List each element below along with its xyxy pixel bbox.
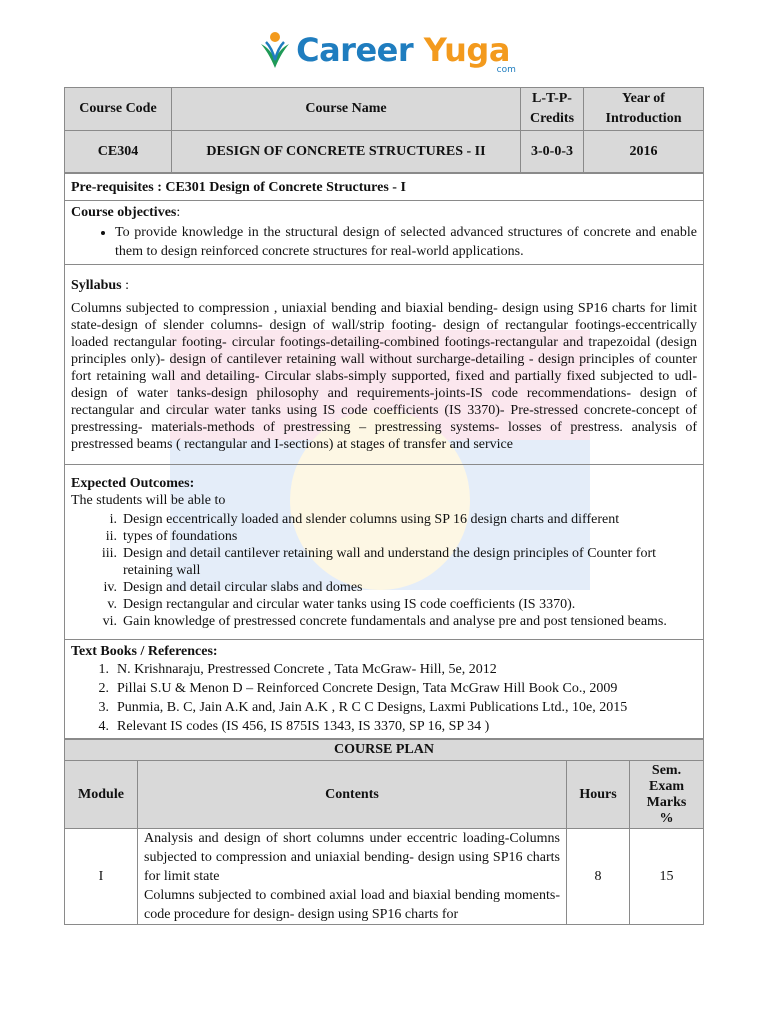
hours-cell: 8 bbox=[567, 829, 630, 925]
course-code: CE304 bbox=[65, 131, 172, 173]
course-plan-table bbox=[64, 739, 704, 925]
course-header-table bbox=[64, 87, 704, 173]
books-section bbox=[65, 640, 704, 739]
career-yuga-logo-icon bbox=[258, 30, 292, 70]
books-title: Text Books / References: bbox=[71, 643, 218, 659]
logo-suffix: com bbox=[496, 65, 516, 75]
objectives-title: Course objectives bbox=[71, 205, 177, 220]
module-cell: I bbox=[65, 829, 138, 925]
list-item: ii. types of foundations bbox=[105, 528, 238, 544]
list-item: v. Design rectangular and circular water tanks using IS code coefficients (IS 3370). bbox=[107, 596, 576, 612]
syllabus-section bbox=[65, 265, 704, 465]
col-ltp-credits: L-T-P- Credits bbox=[521, 88, 584, 131]
col-module: Module bbox=[65, 761, 138, 829]
list-item: 1. N. Krishnaraju, Prestressed Concrete , Tata McGraw- Hill, 5e, 2012 bbox=[98, 661, 497, 677]
col-course-name: Course Name bbox=[172, 88, 521, 131]
logo-text-yuga: Yuga bbox=[423, 31, 510, 69]
course-details-table bbox=[64, 173, 704, 739]
course-document bbox=[64, 87, 704, 925]
list-item: iv. Design and detail circular slabs and domes bbox=[103, 579, 363, 595]
syllabus-text: Columns subjected to compression , uniaxial bending and biaxial bending- design using SP16 charts for limit state-design of slender columns- design of wall/strip footing- design of rectangular footings-eccentrically loaded rectangular footing- circular footings-detailing-combined footings-rectangular and trapezoidal (design principles only)- design of cantilever retaining wall without surcharge-detailing - design principles of counter fort retaining wall and detailing- Circular slabs-simply supported, fixed and partially fixed subjected to udl- design of water tanks-design philosophy and requirements-joints-IS code recommendations- design of rectangular and circular water tanks using IS code coefficients (IS 3370)- Pre-stressed concrete-concept of prestressing- materials-methods of prestressing – prestressing systems- losses of prestress. analysis of prestressed beams ( rectangular and I-sections) at stages of transfer and service bbox=[71, 300, 697, 452]
list-item: 4. Relevant IS codes (IS 456, IS 875IS 1343, IS 3370, SP 16, SP 34 ) bbox=[98, 718, 490, 734]
outcomes-intro: The students will be able to bbox=[71, 492, 226, 508]
contents-cell: Analysis and design of short columns under eccentric loading-Columns subjected to compression and uniaxial bending- design using SP16 charts for limit state Columns subjected to combined axial load and biaxial bending moments-code procedure for design- design using SP16 charts for bbox=[138, 829, 567, 925]
syllabus-colon: : bbox=[121, 277, 129, 293]
list-item: iii. Design and detail cantilever retaining wall and understand the design principles of Counter fort retaining wall bbox=[101, 545, 657, 578]
books-list bbox=[71, 660, 697, 736]
objectives-section bbox=[65, 201, 704, 265]
list-item: vi. Gain knowledge of prestressed concrete fundamentals and analyse pre and post tensioned beams. bbox=[102, 613, 667, 629]
objectives-colon: : bbox=[176, 205, 181, 220]
table-row bbox=[65, 829, 704, 925]
course-name: DESIGN OF CONCRETE STRUCTURES - II bbox=[172, 131, 521, 173]
prerequisites: Pre-requisites : CE301 Design of Concrete Structures - I bbox=[65, 174, 704, 201]
col-marks: Sem. Exam Marks % bbox=[630, 761, 704, 829]
course-year: 2016 bbox=[584, 131, 704, 173]
list-item: 3. Punmia, B. C, Jain A.K and, Jain A.K , R C C Designs, Laxmi Publications Ltd., 10e, 2015 bbox=[98, 699, 628, 715]
outcomes-title: Expected Outcomes: bbox=[71, 475, 195, 491]
col-course-code: Course Code bbox=[65, 88, 172, 131]
outcomes-list bbox=[71, 511, 697, 630]
col-hours: Hours bbox=[567, 761, 630, 829]
logo-text-career: Career bbox=[296, 31, 414, 69]
syllabus-title: Syllabus bbox=[71, 277, 122, 293]
col-contents: Contents bbox=[138, 761, 567, 829]
outcomes-section bbox=[65, 465, 704, 640]
course-plan-title: COURSE PLAN bbox=[65, 740, 704, 761]
course-ltp: 3-0-0-3 bbox=[521, 131, 584, 173]
objective-item: • To provide knowledge in the structural design of selected advanced structures of concrete and enable them to design reinforced concrete structures for real-world applications. bbox=[115, 223, 697, 261]
col-year: Year of Introduction bbox=[584, 88, 704, 131]
marks-cell: 15 bbox=[630, 829, 704, 925]
logo bbox=[0, 20, 768, 80]
list-item: i. Design eccentrically loaded and slender columns using SP 16 design charts and different bbox=[109, 511, 620, 527]
list-item: 2. Pillai S.U & Menon D – Reinforced Concrete Design, Tata McGraw Hill Book Co., 2009 bbox=[98, 680, 618, 696]
